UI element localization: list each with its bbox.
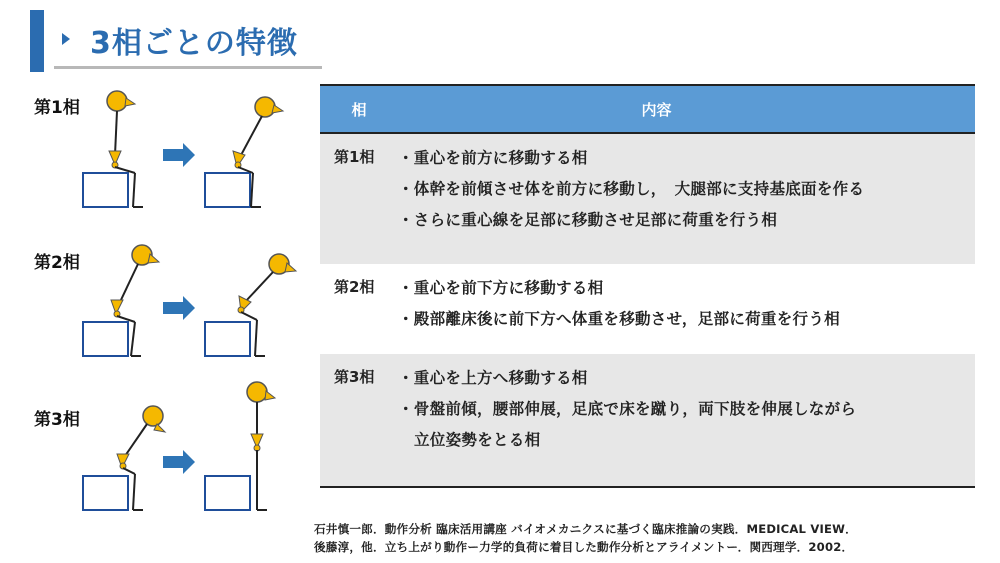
- phase-table: [320, 84, 975, 488]
- phase-3-start-figure: [83, 406, 165, 510]
- phase-2-start-figure: [83, 245, 159, 356]
- table-bottom-rule: [320, 486, 975, 488]
- phase-label-2: 第2相: [34, 253, 80, 273]
- phase-1-end-figure: [205, 97, 283, 207]
- table-row: [320, 264, 975, 354]
- phase-2-end-figure: [205, 254, 296, 356]
- arrow-right-icon: [163, 450, 195, 474]
- row-line: ・体幹を前傾させ体を前方に移動し， 大腿部に支持基底面を作る: [398, 180, 865, 198]
- table-row: [320, 354, 975, 486]
- table-header: [320, 84, 975, 134]
- arrow-right-icon: [163, 143, 195, 167]
- title-underline: [54, 66, 322, 69]
- arrow-right-icon: [163, 296, 195, 320]
- row-line: ・重心を前方に移動する相: [398, 149, 588, 167]
- phase-2-illustration: [75, 238, 305, 363]
- page-title: 3相ごとの特徴: [90, 26, 298, 61]
- title-accent-bar: [30, 10, 44, 72]
- row-line: ・重心を前下方に移動する相: [398, 279, 604, 297]
- phase-1-start-figure: [83, 91, 143, 207]
- phase-label-1: 第1相: [34, 98, 80, 118]
- phase-3-end-figure: [205, 382, 275, 510]
- table-row: [320, 134, 975, 264]
- phase-label-3: 第3相: [34, 410, 80, 430]
- row-line: ・重心を上方へ移動する相: [398, 369, 588, 387]
- row-line: ・さらに重心線を足部に移動させ足部に荷重を行う相: [398, 211, 778, 229]
- reference-2: 後藤淳，他．立ち上がり動作ー力学的負荷に着目した動作分析とアライメントー．関西理学．2002．: [314, 540, 854, 554]
- phase-1-illustration: [75, 85, 305, 215]
- reference-1: 石井慎一郎．動作分析 臨床活用講座 バイオメカニクスに基づく臨床推論の実践．MEDICAL VIEW．: [314, 522, 857, 536]
- header-phase: 相: [351, 100, 367, 119]
- row-line: ・骨盤前傾，腰部伸展，足底で床を蹴り，両下肢を伸展しながら: [398, 400, 857, 418]
- title-bullet-icon: [62, 33, 70, 45]
- row-phase-label: 第3相: [334, 368, 375, 386]
- phase-3-illustration: [75, 380, 305, 515]
- row-phase-label: 第2相: [334, 278, 375, 296]
- row-line: ・殿部離床後に前下方へ体重を移動させ，足部に荷重を行う相: [398, 310, 840, 328]
- row-line: 立位姿勢をとる相: [414, 431, 541, 449]
- references: [314, 520, 857, 556]
- header-content: 内容: [641, 100, 672, 119]
- row-phase-label: 第1相: [334, 148, 375, 166]
